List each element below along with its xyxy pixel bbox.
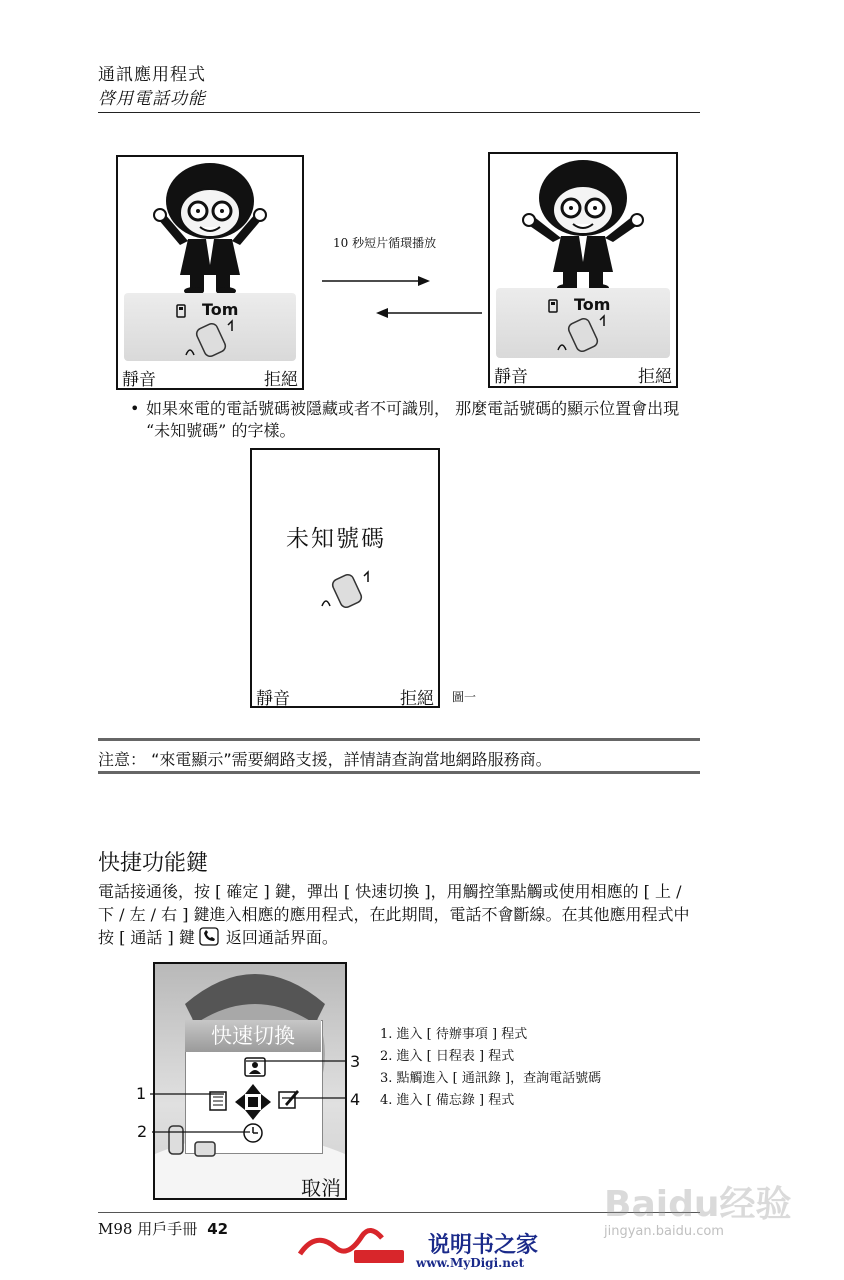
- cartoon-caller-illustration: [118, 157, 302, 297]
- shortcut-paragraph: [98, 880, 702, 949]
- contact-icon: [174, 303, 190, 319]
- figure-label: 圖一: [452, 690, 477, 704]
- header-title: 通訊應用程式: [98, 65, 206, 85]
- manual-name: M98 用戶手冊: [98, 1220, 198, 1238]
- footer-manual-info: [98, 1218, 228, 1239]
- list-item: 4. 進入 [ 備忘錄 ] 程式: [380, 1093, 515, 1108]
- hidden-number-note: [130, 398, 702, 442]
- ringing-phone-icon: [554, 314, 614, 356]
- incoming-call-screen-left: [116, 155, 304, 390]
- cancel-softkey[interactable]: 取消: [301, 1176, 341, 1200]
- reject-softkey[interactable]: 拒絕: [638, 367, 672, 387]
- caller-name: Tom: [202, 300, 239, 319]
- incoming-call-screen-right: [488, 152, 678, 388]
- shortcut-menu-list: [380, 1024, 601, 1112]
- hidden-number-text: 如果來電的電話號碼被隱藏或者不可識別， 那麼電話號碼的顯示位置會出現 “未知號碼” 的字樣。: [146, 399, 680, 440]
- ringing-phone-icon: [318, 570, 378, 612]
- quick-switch-popup-title: 快速切換: [185, 1020, 321, 1052]
- list-item: 3. 點觸進入 [ 通訊錄 ]，查詢電話號碼: [380, 1071, 602, 1086]
- caller-name: Tom: [574, 295, 611, 314]
- callout-3: 3: [350, 1052, 361, 1071]
- bullet-marker: •: [130, 399, 140, 418]
- callout-lines: [140, 1050, 352, 1146]
- mute-softkey[interactable]: 靜音: [122, 370, 156, 390]
- shortcut-paragraph-text: 電話接通後，按 [ 確定 ] 鍵，彈出 [ 快速切換 ]，用觸控筆點觸或使用相應的 [ 上 / 下 / 左 / 右 ] 鍵進入相應的應用程式，在此期間，電話不會斷線。在其他應用程式中按 [ 通話 ] 鍵: [98, 882, 690, 947]
- reject-softkey[interactable]: 拒絕: [400, 689, 434, 708]
- mute-softkey[interactable]: 靜音: [494, 367, 528, 387]
- list-item: 1. 進入 [ 待辦事項 ] 程式: [380, 1027, 528, 1042]
- unknown-number-screen: [250, 448, 440, 708]
- reject-softkey[interactable]: 拒絕: [264, 370, 298, 390]
- header-divider: [98, 112, 700, 113]
- callout-1: 1: [136, 1084, 147, 1103]
- callout-2: 2: [137, 1122, 148, 1141]
- page-number: 42: [207, 1220, 229, 1238]
- mute-softkey[interactable]: 靜音: [256, 689, 290, 708]
- list-item: 2. 進入 [ 日程表 ] 程式: [380, 1049, 515, 1064]
- brand-url[interactable]: www.MyDigi.net: [416, 1256, 525, 1270]
- unknown-number-label: 未知號碼: [286, 526, 386, 552]
- arrow-right-icon: [322, 274, 432, 288]
- cartoon-caller-illustration: [490, 154, 676, 294]
- brand-name: 说明书之家: [428, 1233, 539, 1258]
- contact-icon: [546, 298, 562, 314]
- call-key-icon: [199, 927, 221, 947]
- note-text: 注意： “來電顯示”需要網路支援，詳情請查詢當地網路服務商。: [98, 750, 552, 769]
- mydigi-logo: [296, 1226, 416, 1266]
- animation-loop-label: 10 秒短片循環播放: [333, 236, 437, 250]
- baidu-watermark-url: jingyan.baidu.com: [604, 1224, 724, 1239]
- shortcut-paragraph-text-end: 返回通話界面。: [220, 928, 338, 947]
- ringing-phone-icon: [182, 319, 242, 361]
- header-subtitle: 啓用電話功能: [98, 89, 206, 109]
- section-title: 快捷功能鍵: [98, 851, 209, 876]
- arrow-left-icon: [376, 306, 482, 320]
- baidu-watermark: Baidu经验: [604, 1184, 792, 1225]
- callout-4: 4: [350, 1090, 361, 1109]
